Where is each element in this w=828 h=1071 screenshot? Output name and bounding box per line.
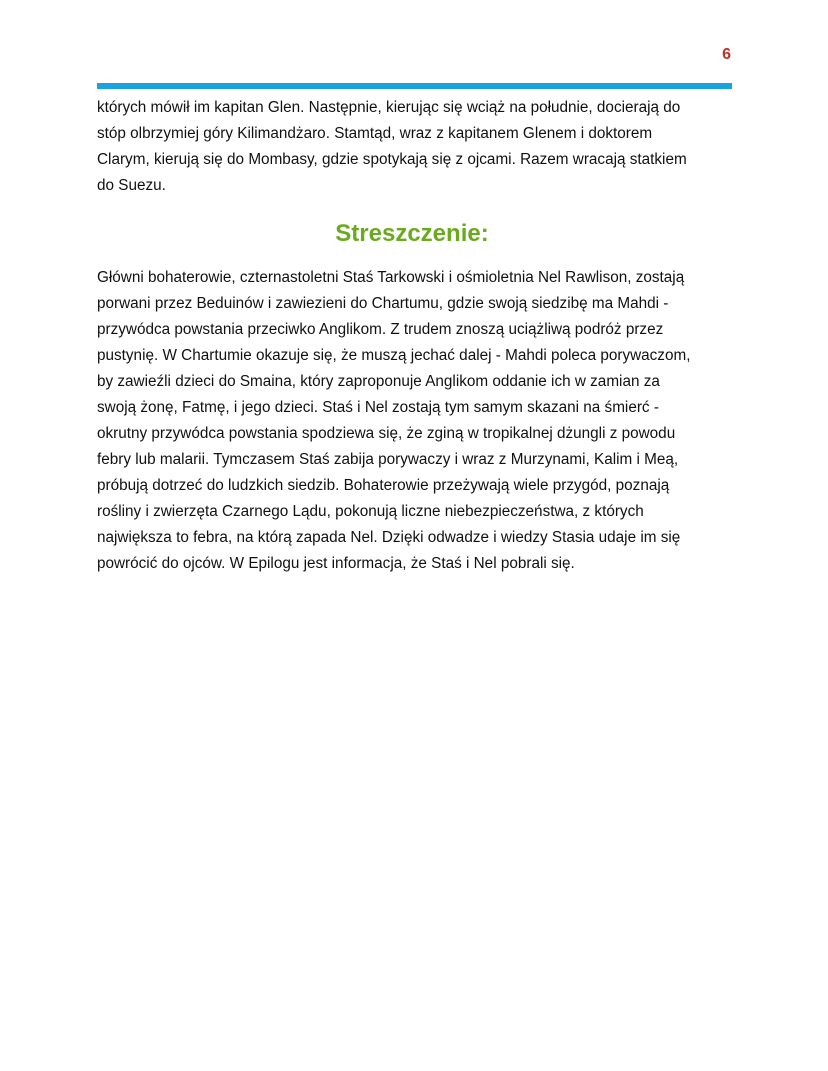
- summary-line: przywódca powstania przeciwko Anglikom. Z trudem znoszą uciążliwą podróż przez: [97, 321, 664, 338]
- summary-line: największa to febra, na którą zapada Nel. Dzięki odwadze i wiedzy Stasia udaje im się: [97, 529, 681, 546]
- intro-line: stóp olbrzymiej góry Kilimandżaro. Stamtąd, wraz z kapitanem Glenem i doktorem: [97, 125, 653, 142]
- page-number: 6: [722, 46, 731, 63]
- intro-line: Clarym, kierują się do Mombasy, gdzie spotykają się z ojcami. Razem wracają statkiem: [97, 151, 687, 168]
- intro-line: do Suezu.: [97, 177, 166, 194]
- summary-paragraph: [97, 265, 737, 577]
- intro-line: których mówił im kapitan Glen. Następnie, kierując się wciąż na południe, docierają do: [97, 99, 681, 116]
- summary-line: by zawieźli dzieci do Smaina, który zaproponuje Anglikom oddanie ich w zamian za: [97, 373, 660, 390]
- page-content: [97, 95, 737, 577]
- summary-line: powrócić do ojców. W Epilogu jest informacja, że Staś i Nel pobrali się.: [97, 555, 575, 572]
- summary-line: porwani przez Beduinów i zawiezieni do Chartumu, gdzie swoją siedzibę ma Mahdi -: [97, 295, 669, 312]
- header-rule: [97, 83, 732, 89]
- summary-line: okrutny przywódca powstania spodziewa się, że zginą w tropikalnej dżungli z powodu: [97, 425, 676, 442]
- summary-line: pustynię. W Chartumie okazuje się, że muszą jechać dalej - Mahdi poleca porywaczom,: [97, 347, 691, 364]
- intro-paragraph: [97, 95, 737, 199]
- section-title: Streszczenie:: [335, 220, 489, 247]
- summary-line: Główni bohaterowie, czternastoletni Staś Tarkowski i ośmioletnia Nel Rawlison, zostają: [97, 269, 685, 286]
- summary-line: febry lub malarii. Tymczasem Staś zabija porywaczy i wraz z Murzynami, Kalim i Meą,: [97, 451, 679, 468]
- summary-line: swoją żonę, Fatmę, i jego dzieci. Staś i Nel zostają tym samym skazani na śmierć -: [97, 399, 659, 416]
- summary-line: próbują dotrzeć do ludzkich siedzib. Bohaterowie przeżywają wiele przygód, poznają: [97, 477, 670, 494]
- summary-line: rośliny i zwierzęta Czarnego Lądu, pokonują liczne niebezpieczeństwa, z których: [97, 503, 644, 520]
